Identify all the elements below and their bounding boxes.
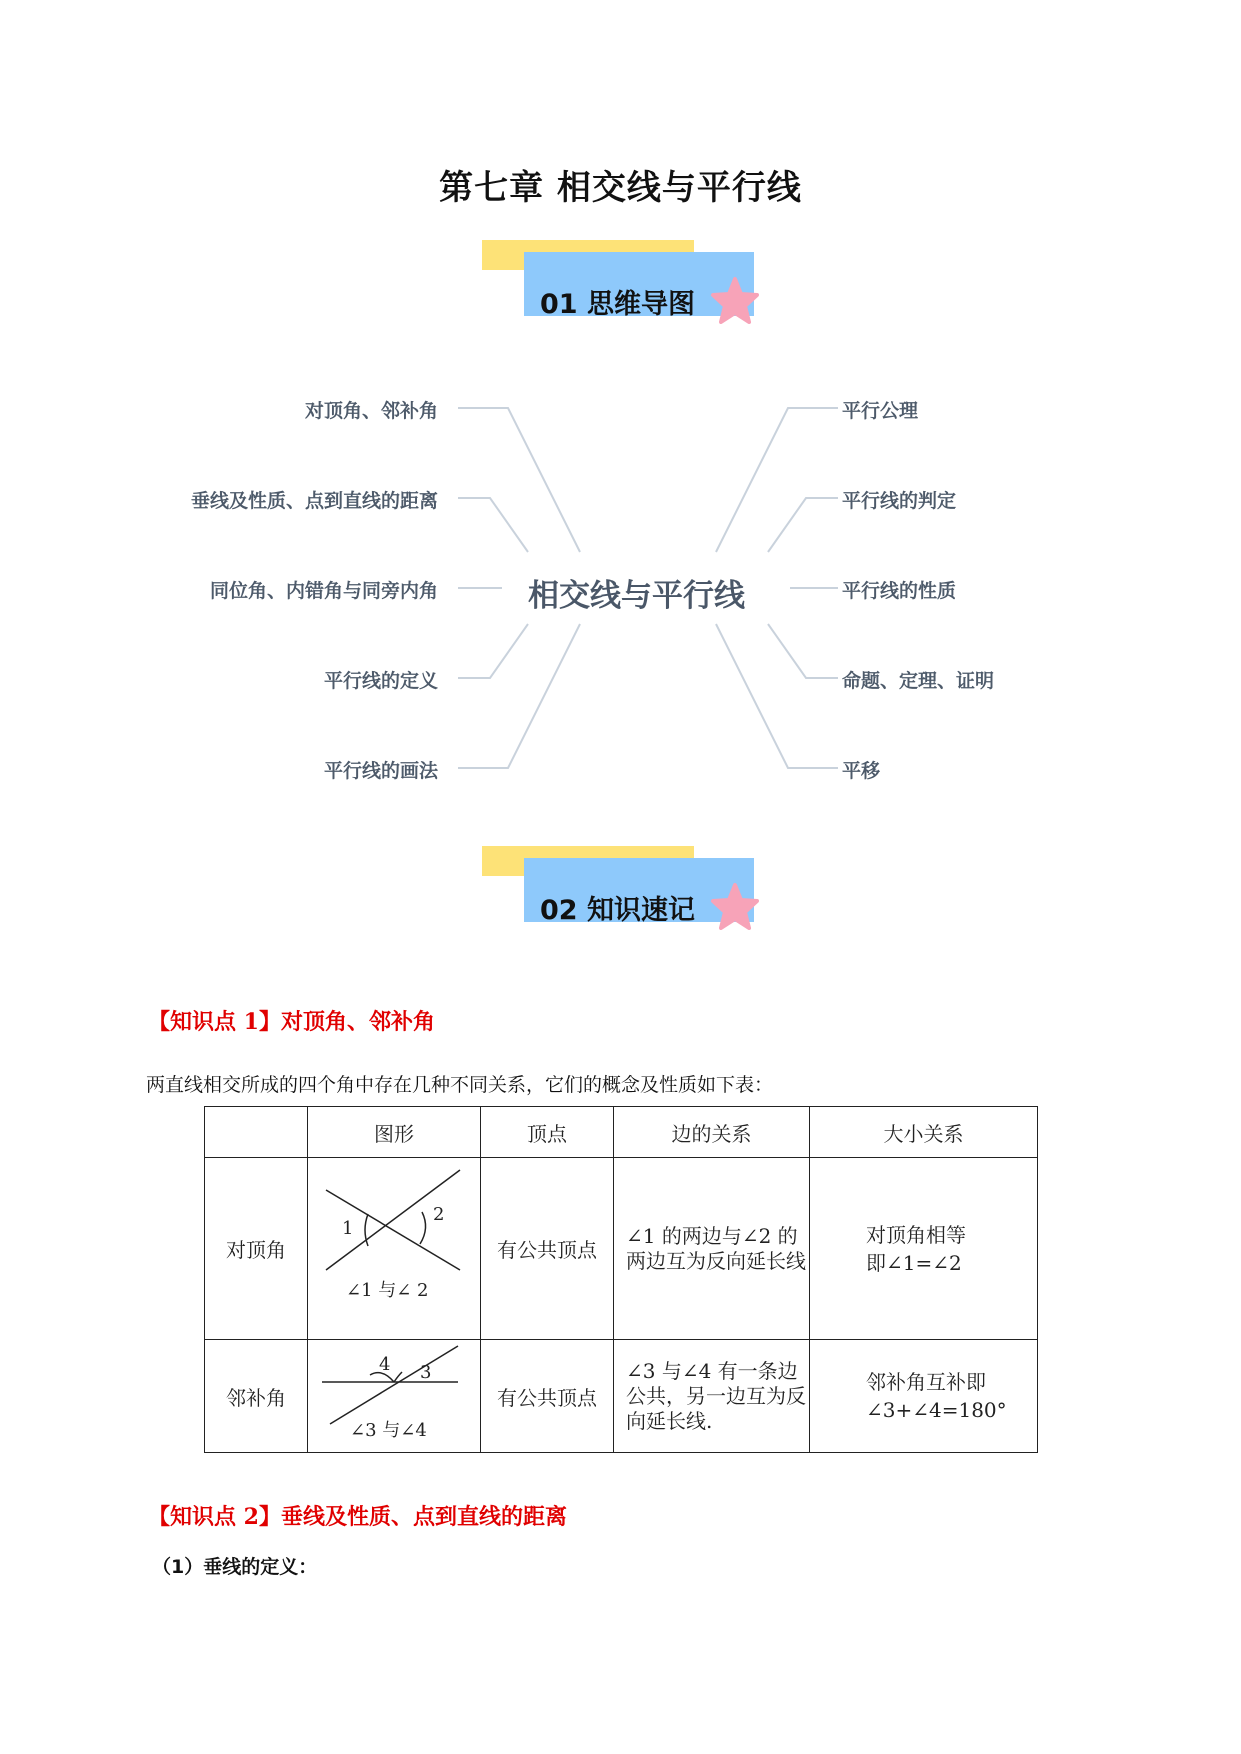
table-header-cell [205,1107,308,1158]
table-header-row [205,1107,1038,1158]
table-header-cell: 图形 [308,1107,481,1158]
figure-caption: ∠1 与∠ 2 [346,1280,429,1301]
edge-relation-cell: ∠1 的两边与∠2 的两边互为反向延长线 [614,1158,810,1340]
adjacent-angles-figure-cell [308,1340,481,1453]
star-icon [710,276,760,324]
table-row [205,1340,1038,1453]
vertical-angles-figure [308,1158,480,1339]
sub-heading: （1）垂线的定义： [152,1556,318,1578]
angle-label-2: 2 [433,1204,445,1225]
mind-map-node-left: 对顶角、邻补角 [304,400,438,422]
vertical-angles-figure-cell [308,1158,481,1340]
vertex-cell: 有公共顶点 [481,1158,614,1340]
connector-line [768,498,838,552]
connector-line [716,624,838,768]
row-name: 邻补角 [205,1340,308,1453]
section-banner-mindmap [482,240,772,350]
mind-map-node-left: 垂线及性质、点到直线的距离 [190,490,438,512]
size-relation-line: 邻补角互补即 [866,1370,986,1394]
mind-map-node-left: 平行线的画法 [323,760,438,782]
knowledge-point-heading: 【知识点 2】垂线及性质、点到直线的距离 [148,1504,567,1530]
mind-map-node-right: 平移 [842,760,881,782]
angle-label-1: 1 [342,1218,354,1239]
mind-map-node-left: 同位角、内错角与同旁内角 [209,580,438,602]
size-relation-line: ∠3+∠4=180° [866,1398,1007,1422]
mind-map-node-right: 平行公理 [842,400,919,422]
figure-caption: ∠3 与∠4 [350,1420,427,1441]
connector-line [458,624,580,768]
connector-line [458,624,528,678]
mind-map [0,380,1241,800]
size-relation-line: 即∠1=∠2 [866,1250,962,1275]
section-banner-knowledge [482,846,772,956]
page-title: 第七章 相交线与平行线 [439,168,802,208]
connector-line [768,624,838,678]
row-name: 对顶角 [205,1158,308,1340]
section-label: 02 知识速记 [540,895,695,926]
star-icon [710,882,760,930]
section-label: 01 思维导图 [540,289,695,320]
table-row [205,1158,1038,1340]
angle-relations-table [204,1106,1038,1453]
angle-label-4: 4 [379,1354,391,1375]
size-relation-cell [810,1340,1038,1453]
angle-label-3: 3 [420,1362,432,1383]
mind-map-node-right: 平行线的性质 [842,580,957,602]
connector-line [716,408,838,552]
intro-paragraph: 两直线相交所成的四个角中存在几种不同关系，它们的概念及性质如下表： [146,1074,774,1096]
table-header-cell: 大小关系 [810,1107,1038,1158]
adjacent-angles-figure [308,1340,480,1452]
connector-line [458,498,528,552]
connector-line [458,408,580,552]
table-header-cell: 顶点 [481,1107,614,1158]
mind-map-node-right: 命题、定理、证明 [842,670,995,692]
mind-map-node-right: 平行线的判定 [842,490,957,512]
size-relation-cell [810,1158,1038,1340]
mind-map-node-left: 平行线的定义 [323,670,438,692]
size-relation-line: 对顶角相等 [866,1222,966,1247]
knowledge-point-heading: 【知识点 1】对顶角、邻补角 [148,1009,435,1035]
table-header-cell: 边的关系 [614,1107,810,1158]
vertex-cell: 有公共顶点 [481,1340,614,1453]
mind-map-center: 相交线与平行线 [528,578,745,614]
edge-relation-cell: ∠3 与∠4 有一条边公共，另一边互为反向延长线. [614,1340,810,1453]
